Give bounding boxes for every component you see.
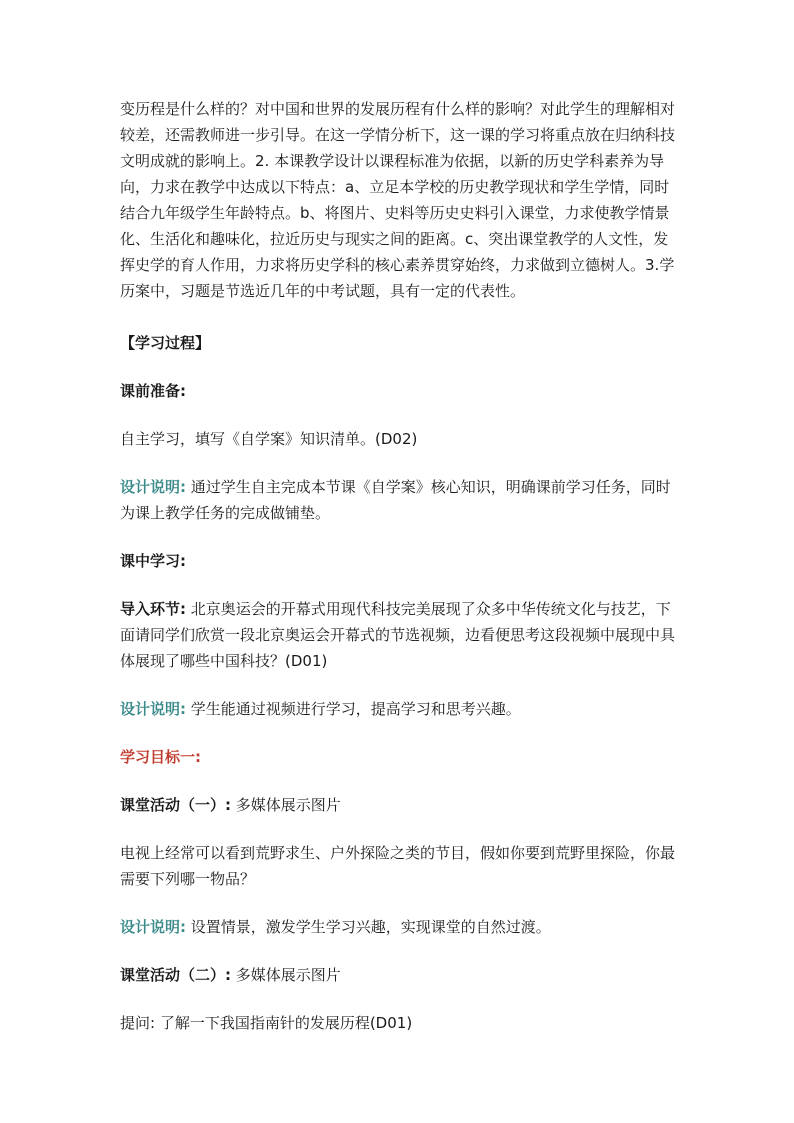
activity-1-label: 课堂活动（一）:: [120, 796, 231, 814]
activity-1-text: 多媒体展示图片: [231, 796, 341, 814]
learning-goal-1: 学习目标一:: [120, 748, 201, 766]
activity-1-body: 电视上经常可以看到荒野求生、户外探险之类的节目，假如你要到荒野里探险，你最需要下列哪一物品？: [120, 844, 676, 888]
activity-1-heading: [120, 792, 680, 818]
document-page: [120, 96, 680, 1036]
lead-in-paragraph: [120, 596, 680, 674]
design-note-3: [120, 914, 680, 940]
intro-paragraph: 变历程是什么样的？对中国和世界的发展历程有什么样的影响？对此学生的理解相对较差，还需教师进一步引导。在这一学情分析下，这一课的学习将重点放在归纳科技文明成就的影响上。2. 本课教学设计以课程标准为依据，以新的历史学科素养为导向，力求在教学中达成以下特点：a、立足本学校的历史教学现状和学生学情，同时结合九年级学生年龄特点。b、将图片、史料等历史史料引入课堂，力求使教学情景化、生活化和趣味化，拉近历史与现实之间的距离。c、突出课堂教学的人文性，发挥史学的育人作用，力求将历史学科的核心素养贯穿始终，力求做到立德树人。3.学历案中，习题是节选近几年的中考试题，具有一定的代表性。: [120, 100, 676, 300]
activity-2-text: 多媒体展示图片: [231, 966, 341, 984]
in-class-heading: 课中学习:: [120, 552, 186, 570]
design-note-label: 设计说明:: [120, 918, 186, 936]
design-note-text: 设置情景，激发学生学习兴趣，实现课堂的自然过渡。: [186, 918, 551, 936]
activity-2-label: 课堂活动（二）:: [120, 966, 231, 984]
question-text: 提问: 了解一下我国指南针的发展历程(D01): [120, 1014, 413, 1032]
design-note-label: 设计说明:: [120, 478, 186, 496]
design-note-text: 通过学生自主完成本节课《自学案》核心知识，明确课前学习任务，同时为课上教学任务的完成做铺垫。: [120, 478, 671, 522]
process-heading: 【学习过程】: [120, 334, 211, 352]
lead-in-text: 北京奥运会的开幕式用现代科技完美展现了众多中华传统文化与技艺，下面请同学们欣赏一段北京奥运会开幕式的节选视频，边看便思考这段视频中展现中具体展现了哪些中国科技？(D01): [120, 600, 676, 670]
design-note-2: [120, 696, 680, 722]
pre-class-heading: 课前准备:: [120, 382, 186, 400]
activity-2-heading: [120, 962, 680, 988]
pre-class-text: 自主学习，填写《自学案》知识清单。(D02): [120, 430, 418, 448]
lead-in-label: 导入环节:: [120, 600, 186, 618]
design-note-1: [120, 474, 680, 526]
design-note-label: 设计说明:: [120, 700, 186, 718]
design-note-text: 学生能通过视频进行学习，提高学习和思考兴趣。: [186, 700, 521, 718]
